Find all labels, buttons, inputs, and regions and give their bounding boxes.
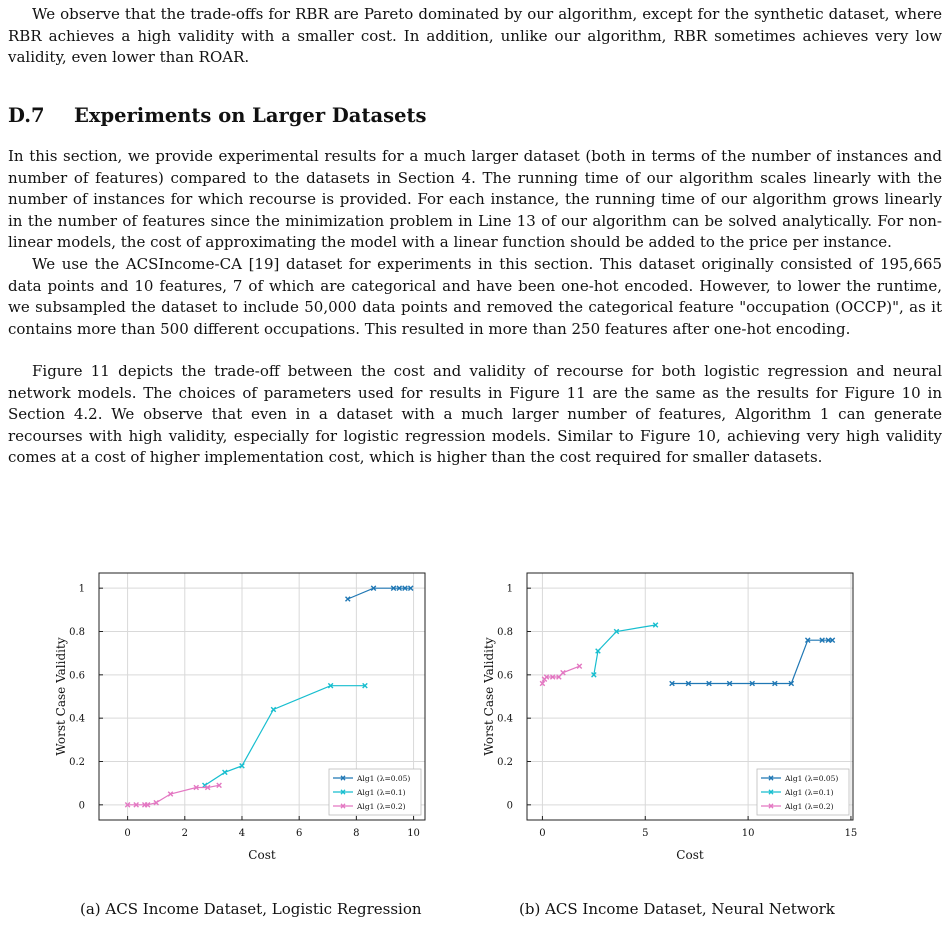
y-tick-label: 0.2	[69, 757, 85, 768]
legend-label: Alg1 (λ=0.2)	[785, 802, 834, 811]
x-tick-label: 0	[124, 828, 131, 839]
y-tick-label: 1	[78, 583, 85, 595]
y-tick-label: 0.6	[69, 670, 85, 682]
y-axis-label: Worst Case Validity	[54, 637, 68, 756]
x-axis-label: Cost	[676, 848, 704, 862]
section-heading	[8, 104, 426, 127]
legend-label: Alg1 (λ=0.05)	[357, 774, 411, 783]
paragraph-2: We use the ACSIncome-CA [19] dataset for experiments in this section. This dataset originally consisted of 195,665 data points and 10 features, 7 of which are categorical and have been one-hot encoded. However, to lower the runtime, we subsampled the dataset to include 50,000 data points and removed the categorical feature "occupation (OCCP)", as it contains more than 500 different occupations. This resulted in more than 250 features after one-hot encoding.	[8, 255, 942, 338]
x-tick-label: 2	[181, 828, 188, 839]
x-axis-label: Cost	[248, 848, 276, 862]
data-point	[345, 597, 350, 602]
legend-label: Alg1 (λ=0.1)	[785, 788, 834, 797]
legend-label: Alg1 (λ=0.2)	[357, 802, 406, 811]
x-tick-label: 8	[353, 828, 360, 839]
series-line	[128, 785, 220, 805]
paragraph-3: Figure 11 depicts the trade-off between the cost and validity of recourse for both logistic regression and neural network models. The choices of parameters used for results in Figure 11 are the same as the results for Figure 10 in Section 4.2. We observe that even in a dataset with a much larger number of features, Algorithm 1 can generate recourses with high validity, especially for logistic regression models. Similar to Figure 10, achieving very high validity comes at a cost of higher implementation cost, which is higher than the cost required for smaller datasets.	[8, 362, 942, 466]
x-tick-label: 10	[741, 828, 755, 839]
y-tick-label: 0.8	[497, 627, 513, 638]
section-title: Experiments on Larger Datasets	[74, 104, 427, 127]
paragraph-intro: We observe that the trade-offs for RBR are Pareto dominated by our algorithm, except for the synthetic dataset, where RBR achieves a high validity with a smaller cost. In addition, unlike our algorithm, RBR sometimes achieves very low validity, even lower than ROAR.	[8, 5, 942, 66]
x-tick-label: 0	[539, 828, 546, 839]
y-tick-label: 0.8	[69, 627, 85, 638]
x-tick-label: 4	[238, 828, 246, 839]
data-point	[271, 707, 276, 712]
series-line	[672, 640, 832, 683]
x-tick-label: 15	[844, 828, 858, 839]
paragraph-1: In this section, we provide experimental results for a much larger dataset (both in terms of the number of instances and number of features) compared to the datasets in Section 4. The running time of our algorithm scales linearly with the number of instances for which recourse is provided. For each instance, the running time of our algorithm grows linearly in the number of features since the minimization problem in Line 13 of our algorithm can be solved analytically. For non-linear models, the cost of approximating the model with a linear function should be added to the price per instance.	[8, 147, 942, 251]
y-tick-label: 0.2	[497, 757, 513, 768]
section-number: D.7	[8, 104, 45, 127]
chart-logistic-regression	[55, 570, 435, 890]
y-tick-label: 1	[506, 583, 513, 595]
y-tick-label: 0.4	[497, 713, 513, 725]
y-tick-label: 0	[78, 800, 85, 812]
y-axis-label: Worst Case Validity	[482, 637, 496, 756]
caption-a: (a) ACS Income Dataset, Logistic Regression	[80, 900, 422, 918]
y-tick-label: 0.6	[497, 670, 513, 682]
series-line	[594, 625, 656, 675]
y-tick-label: 0	[506, 800, 513, 812]
chart-neural-network	[483, 570, 863, 890]
legend-label: Alg1 (λ=0.05)	[785, 774, 839, 783]
x-tick-label: 5	[642, 828, 649, 839]
caption-b: (b) ACS Income Dataset, Neural Network	[519, 900, 835, 918]
y-tick-label: 0.4	[69, 713, 85, 725]
x-tick-label: 6	[295, 828, 303, 839]
x-tick-label: 10	[407, 828, 420, 839]
legend-label: Alg1 (λ=0.1)	[357, 788, 406, 797]
